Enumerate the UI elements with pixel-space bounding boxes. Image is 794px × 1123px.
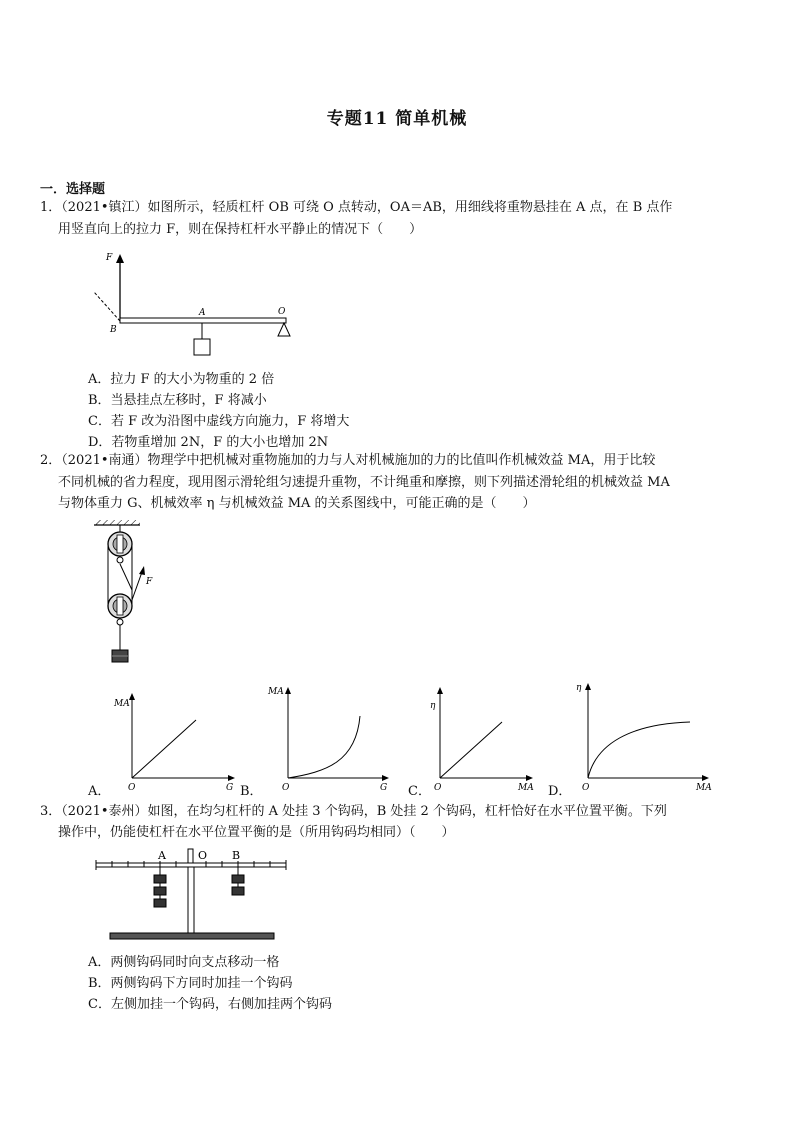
graph-a-curve bbox=[132, 720, 196, 778]
question-1-line-1: 1．（2021•镇江）如图所示，轻质杠杆 OB 可绕 O 点转动，OA＝AB，用细线将重物悬挂在 A 点，在 B 点作 bbox=[40, 200, 673, 215]
label-A3: A bbox=[158, 849, 166, 862]
ceiling bbox=[94, 520, 140, 525]
q1-option-a: A．拉力 F 的大小为物重的 2 倍 bbox=[88, 372, 275, 387]
label-A: A bbox=[199, 308, 206, 318]
graph-b-xlabel: G bbox=[380, 783, 388, 790]
label-F: F bbox=[106, 253, 113, 263]
graph-d-origin: O bbox=[582, 783, 590, 790]
q1-option-b: B．当悬挂点左移时，F 将减小 bbox=[88, 393, 267, 408]
q1-option-d: D．若物重增加 2N，F 的大小也增加 2N bbox=[88, 435, 329, 450]
graph-a-origin: O bbox=[128, 783, 136, 790]
q3-option-c: C．左侧加挂一个钩码，右侧加挂两个钩码 bbox=[88, 997, 332, 1012]
pivot-triangle bbox=[278, 323, 290, 336]
graph-d-ylabel: η bbox=[576, 683, 582, 693]
graph-c-origin: O bbox=[434, 783, 442, 790]
graph-d-curve bbox=[588, 722, 690, 778]
lever-figure-3 bbox=[88, 843, 298, 945]
label-O: O bbox=[278, 307, 286, 317]
pull-rope bbox=[132, 572, 142, 600]
pulley-figure bbox=[88, 518, 168, 670]
q1-option-c: C．若 F 改为沿图中虚线方向施力，F 将增大 bbox=[88, 414, 350, 429]
q2-option-d: D． bbox=[548, 784, 572, 799]
graph-a bbox=[110, 690, 240, 790]
stand-pole bbox=[188, 867, 194, 933]
graph-b-ylabel: MA bbox=[268, 687, 284, 697]
lever-bar bbox=[120, 318, 286, 323]
label-O3: O bbox=[198, 849, 208, 862]
question-2-line-2: 不同机械的省力程度，现用图示滑轮组匀速提升重物，不计绳重和摩擦，则下列描述滑轮组的机械效益 MA bbox=[58, 475, 670, 490]
question-2-line-3: 与物体重力 G、机械效率 η 与机械效益 MA 的关系图线中，可能正确的是（ ） bbox=[58, 496, 536, 511]
q3-option-b: B．两侧钩码下方同时加挂一个钩码 bbox=[88, 976, 293, 991]
weight-box bbox=[194, 339, 210, 355]
hooks-left bbox=[154, 867, 166, 907]
graph-d bbox=[570, 674, 720, 790]
force-arrowhead bbox=[116, 254, 124, 263]
q2-option-b: B． bbox=[240, 784, 263, 799]
graph-c-curve bbox=[440, 722, 502, 778]
graph-a-ylabel: MA bbox=[114, 699, 130, 709]
question-1-line-2: 用竖直向上的拉力 F，则在保持杠杆水平静止的情况下（ ） bbox=[58, 222, 423, 237]
lever-figure-1 bbox=[84, 246, 314, 358]
graph-c bbox=[422, 678, 542, 790]
question-2-line-1: 2．（2021•南通）物理学中把机械对重物施加的力与人对机械施加的力的比值叫作机械效益 MA，用于比较 bbox=[40, 453, 656, 468]
label-F2: F bbox=[146, 577, 153, 587]
q3-option-a: A．两侧钩码同时向支点移动一格 bbox=[88, 955, 280, 970]
hooks-right bbox=[232, 867, 244, 895]
question-3-line-2: 操作中，仍能使杠杆在水平位置平衡的是（所用钩码均相同）（ ） bbox=[58, 825, 455, 840]
graph-c-ylabel: η bbox=[430, 701, 436, 711]
graph-b-origin: O bbox=[282, 783, 290, 790]
graph-b bbox=[266, 682, 396, 790]
graph-d-xlabel: MA bbox=[696, 783, 712, 790]
page-title: 专题11 简单机械 bbox=[326, 109, 468, 129]
label-B: B bbox=[110, 325, 117, 335]
q2-option-a: A． bbox=[88, 784, 111, 799]
lever-bar-3 bbox=[96, 863, 286, 867]
graph-c-xlabel: MA bbox=[518, 783, 534, 790]
stand-base bbox=[110, 933, 274, 939]
dashed-force-line bbox=[94, 292, 120, 321]
section-heading: 一．选择题 bbox=[40, 182, 106, 197]
q2-option-c: C． bbox=[408, 784, 431, 799]
question-3-line-1: 3．（2021•泰州）如图，在均匀杠杆的 A 处挂 3 个钩码，B 处挂 2 个钩码，杠杆恰好在水平位置平衡。下列 bbox=[40, 804, 667, 819]
label-B3: B bbox=[232, 849, 241, 862]
graph-a-xlabel: G bbox=[226, 783, 234, 790]
graph-b-curve bbox=[288, 716, 360, 778]
pull-arrowhead bbox=[139, 566, 145, 575]
